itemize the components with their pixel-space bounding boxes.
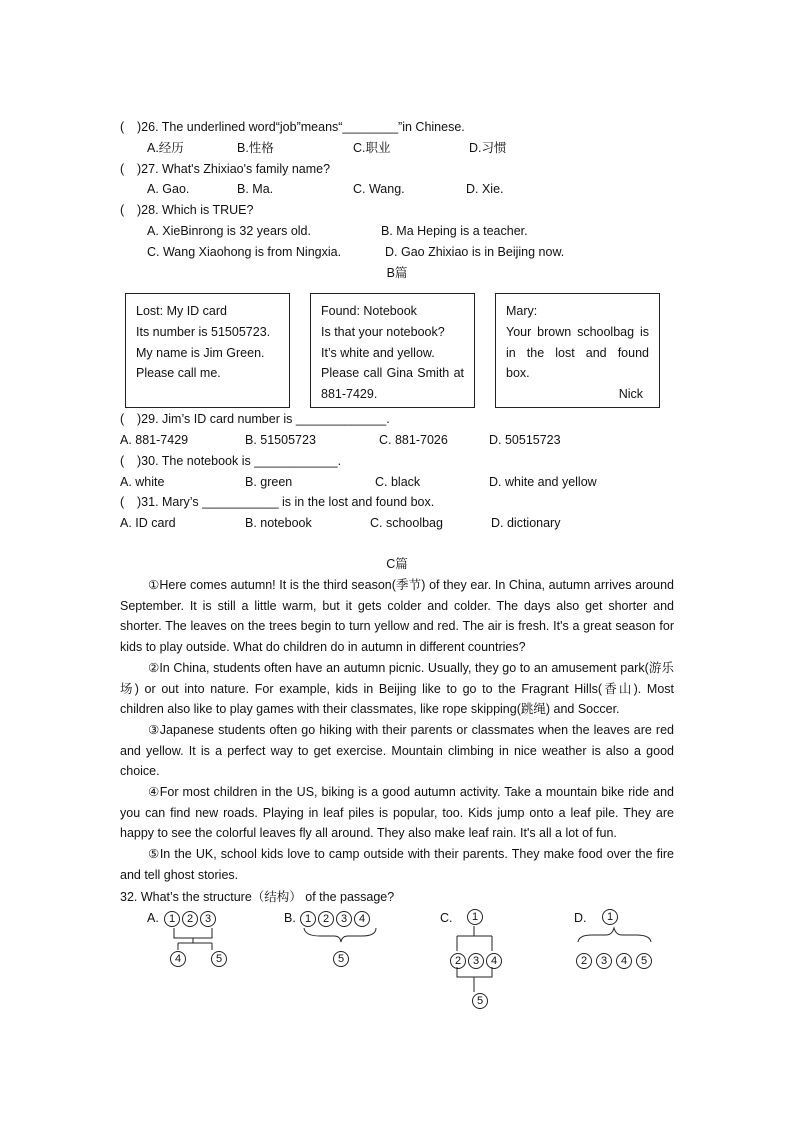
paragraph-number: 3 <box>596 953 612 969</box>
option-d[interactable]: D. dictionary <box>491 516 561 530</box>
notice-line: Found: Notebook <box>321 304 417 318</box>
paragraph-number: 1 <box>164 911 180 927</box>
paragraph-number: 5 <box>333 951 349 967</box>
option-a[interactable]: A. 881-7429 <box>120 433 189 447</box>
message-notice <box>495 293 660 408</box>
option-a[interactable]: A. Gao. <box>147 182 190 196</box>
paragraph-number: 5 <box>211 951 227 967</box>
notice-line: My name is Jim Green. <box>136 345 265 360</box>
structure-top-row <box>300 909 372 927</box>
notice-line: Please call me. <box>136 366 221 381</box>
option-b[interactable]: B. <box>284 911 296 925</box>
found-notice <box>310 293 475 408</box>
paragraph-number: 4 <box>616 953 632 969</box>
section-c-heading: C篇 <box>386 557 408 571</box>
brace-connector <box>300 926 380 948</box>
reading-passage <box>120 575 674 886</box>
notice-line: 881-7429. <box>321 387 378 402</box>
structure-bottom-row <box>576 951 654 969</box>
option-a[interactable]: A. <box>147 911 159 925</box>
question-stem: )29. Jim’s ID card number is _____________. <box>137 412 390 426</box>
notice-line: Lost: My ID card <box>136 304 227 318</box>
option-c[interactable]: C. <box>440 911 453 925</box>
notice-line: It’s white and yellow. <box>321 345 435 360</box>
paragraph-number: 4 <box>170 951 186 967</box>
paragraph-4: ④For most children in the US, biking is a good autumn activity. Take a mountain bike ride and you can find new roads. Playing in leaf piles is popular, too. Kids jump onto a leaf pile. They are happy to see the colorful leaves fly all around. They also make leaf rain. It's all a lot of fun. <box>120 785 674 841</box>
paragraph-5: ⑤In the UK, school kids love to camp outside with their parents. They make food over the fire and tell ghost stories. <box>120 847 674 882</box>
option-c[interactable]: C. schoolbag <box>370 516 443 530</box>
option-d[interactable]: D.习惯 <box>469 141 507 155</box>
option-c[interactable]: C. Wang Xiaohong is from Ningxia. <box>147 245 342 259</box>
answer-paren[interactable]: ( <box>120 162 125 176</box>
bracket-connector <box>160 926 230 952</box>
paragraph-number: 4 <box>486 953 502 969</box>
answer-paren[interactable]: ( <box>120 203 125 217</box>
option-d[interactable]: D. 50515723 <box>489 433 561 447</box>
question-stem: 32. What’s the structure（结构） of the passage? <box>120 890 395 904</box>
question-stem: )31. Mary’s ___________ is in the lost and found box. <box>137 495 435 509</box>
option-d[interactable]: D. Gao Zhixiao is in Beijing now. <box>385 245 565 259</box>
option-d[interactable]: D. Xie. <box>466 182 504 196</box>
option-b[interactable]: B. notebook <box>245 516 312 530</box>
paragraph-number: 5 <box>472 993 488 1009</box>
option-b[interactable]: B. green <box>245 475 293 489</box>
option-c[interactable]: C. black <box>375 475 421 489</box>
paragraph-number: 5 <box>636 953 652 969</box>
paragraph-2: ②In China, students often have an autumn picnic. Usually, they go to an amusement park(游乐场) or out into nature. For example, kids in Beijing like to go to the Fragrant Hills(香山). Most children also like to play games with their classmates, like rope skipping(跳绳) and Soccer. <box>120 660 674 717</box>
lost-notice <box>125 293 290 408</box>
notice-line: in the lost and found <box>506 345 649 360</box>
option-c[interactable]: C. Wang. <box>353 182 405 196</box>
paragraph-number: 2 <box>318 911 334 927</box>
option-d[interactable]: D. <box>574 911 587 925</box>
option-b[interactable]: B.性格 <box>237 141 274 155</box>
notice-line: Please call Gina Smith at <box>321 366 464 381</box>
paragraph-number: 3 <box>336 911 352 927</box>
paragraph-3: ③Japanese students often go hiking with their parents or classmates when the leaves are red and yellow. It is a perfect way to get exercise. Mountain climbing in nice weather is also a good choice. <box>120 722 674 779</box>
question-stem: )26. The underlined word“job”means“________”in Chinese. <box>137 120 465 134</box>
notice-signature: Nick <box>618 387 643 402</box>
notice-line: Mary: <box>506 304 538 318</box>
option-a[interactable]: A. XieBinrong is 32 years old. <box>147 224 311 238</box>
notice-line: Your brown schoolbag is <box>506 324 649 339</box>
option-a[interactable]: A. ID card <box>120 516 176 530</box>
paragraph-number: 2 <box>450 953 466 969</box>
option-c[interactable]: C.职业 <box>353 141 391 155</box>
question-stem: )27. What's Zhixiao's family name? <box>137 162 331 176</box>
option-b[interactable]: B. Ma Heping is a teacher. <box>381 224 528 238</box>
answer-paren[interactable]: ( <box>120 120 125 134</box>
brace-connector <box>574 926 658 948</box>
paragraph-number: 3 <box>468 953 484 969</box>
paragraph-number: 3 <box>200 911 216 927</box>
paragraph-1: ①Here comes autumn! It is the third season(季节) of they ear. In China, autumn arrives around September. It is still a little warm, but it gets colder and colder. The days also get shorter and shorter. The leaves on the trees begin to turn yellow and red. The air is fresh. It's a great season for kids to play outside. What do children do in autumn in different countries? <box>120 578 674 655</box>
option-b[interactable]: B. 51505723 <box>245 433 316 447</box>
notice-line: box. <box>506 366 530 381</box>
paragraph-number: 1 <box>300 911 316 927</box>
answer-paren[interactable]: ( <box>120 454 125 468</box>
section-b-heading: B篇 <box>386 266 408 280</box>
question-stem: )28. Which is TRUE? <box>137 203 254 217</box>
paragraph-number: 4 <box>354 911 370 927</box>
paragraph-number: 1 <box>467 909 483 925</box>
notice-line: Its number is 51505723. <box>136 324 271 339</box>
paragraph-number: 1 <box>602 909 618 925</box>
option-a[interactable]: A. white <box>120 475 165 489</box>
notice-line: Is that your notebook? <box>321 324 445 339</box>
paragraph-number: 2 <box>182 911 198 927</box>
option-c[interactable]: C. 881-7026 <box>379 433 448 447</box>
structure-top-row <box>164 909 218 927</box>
answer-paren[interactable]: ( <box>120 495 125 509</box>
option-b[interactable]: B. Ma. <box>237 182 274 196</box>
structure-middle-row <box>450 951 504 969</box>
question-stem: )30. The notebook is ____________. <box>137 454 342 468</box>
answer-paren[interactable]: ( <box>120 412 125 426</box>
option-a[interactable]: A.经历 <box>147 141 184 155</box>
paragraph-number: 2 <box>576 953 592 969</box>
option-d[interactable]: D. white and yellow <box>489 475 597 489</box>
